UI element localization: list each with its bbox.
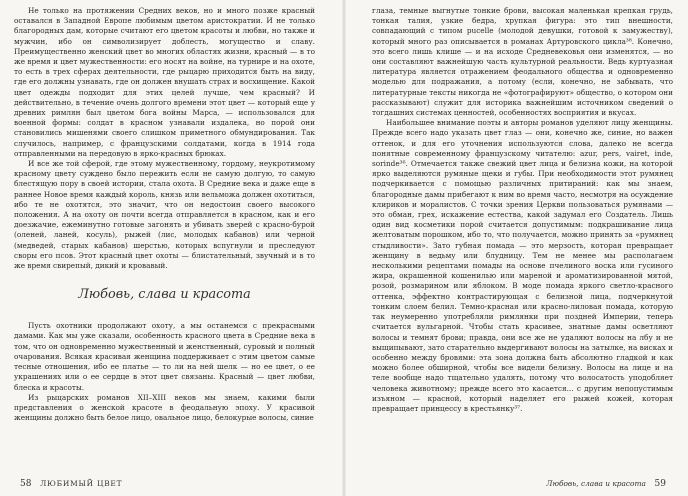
- section-heading: Любовь, слава и красота: [78, 287, 251, 303]
- right-page: [372, 6, 673, 414]
- right-page-number: 59: [654, 479, 666, 489]
- left-paragraph-1: Не только на протяжении Средних веков, но и много позже красный оставался в Западной Европе любимым цветом аристократии. И не только благородных дам, которые считают его цветом красоты и любви, но также и мужчин, ибо он символизирует доблесть, могущество и славу. Преимущественно женский цвет во многих областях жизни, красный — в то же время и цвет мужественности: его носят на войне, на турнире и на охоте, то есть в трех сферах деятельности, где рыцарю приходится быть на виду, где его должны узнавать, где он должен внушать страх и восхищение. Какой цвет одежды подходит для этих целей лучше, чем красный? И действительно, в течение очень долгого времени этот цвет — который еще у древних римлян был цветом бога войны Марса, — использовался для военной формы: солдат в красном узнавали издалека, но порой они становились мишенями своего слишком приметного обмундирования. Так случилось, например, с французскими солдатами, когда в 1914 года отправленными на передовую в ярко-красных брюках.: [14, 6, 315, 158]
- book-gutter: [342, 0, 346, 496]
- right-paragraph-2: Наибольшее внимание поэты и авторы романов уделяют лицу женщины. Прежде всего надо указать цвет глаз — они, конечно же, синие, но важен оттенок, и для его уточнения используются слова, далеко не всегда понятные современному французскому читателю: azur, pers, vairet, inde, sorinde³⁶. Отмечается также свежий цвет лица и белизна кожи, на которой ярко выделяются румяные щеки и губы. При необходимости этот румянец подчеркивается с помощью различных притираний: как мы знаем, благородные дамы прибегают к ним во время часто, несмотря на осуждение клириков и моралистов. С точки зрения Церкви пользоваться румянами — это обман, грех, искажение естества, какой задумал его Создатель. Лишь один вид косметики порой считается допустимым: подкрашивание лица желтоватым порошком, ибо то, что получается, можно принять за «румянец стыдливости». Зато губная помада — это мерзость, которая превращает женщину в ведьму или блудницу. Тем не менее мы располагаем несколькими рецептами помады на основе пчелиного воска или гусиного жира, окрашенной кошенилью или мареной и ароматизированной мятой, розой, розмарином или яблоком. В моде помада яркого светло-красного оттенка, эффектно контрастирующая с белизной лица, подчеркнутой тонким слоем белил. Темно-красная или красно-лиловая помада, которую так неумеренно употребляли римлянки при поздней Империи, теперь считается вульгарной. Чтобы стать красивее, знатные дамы осветляют волосы и темнят брови; правда, они все же не удаляют волосы на лбу и не выщипывают, зато старательно выдергивают волосы на затылке, на висках и особенно между бровями: эта зона должна быть абсолютно гладкой и как можно более обширной, чтобы все видели белизну. Волосы на лице и на теле вообще надо тщательно удалять, потому что волосатость уподобляет человека животному; прежде всего это касается... с другим непопустимым изъяном — красной, который наделяет его рыжей кожей, которая превращает принцессу в крестьянку³⁷.: [372, 118, 673, 413]
- right-running-title: Любовь, слава и красота: [546, 479, 646, 488]
- left-running-title: ЛЮБИМЫЙ ЦВЕТ: [40, 479, 123, 488]
- left-page: [14, 6, 315, 423]
- left-page-number: 58: [20, 479, 32, 489]
- right-page-footer: [546, 477, 672, 490]
- right-paragraph-1: глаза, темные выгнутые тонкие брови, высокая маленькая крепкая грудь, тонкая талия, узкие бедра, хрупкая фигура: это тип внешности, совпадающий с типом pucelle (молодой девушки, готовой к замужеству), который много раз описывается в романах Артуровского цикла³⁸. Конечно, это всего лишь клише — и на исходе Средневековья они изменятся, — но они составляют важнейшую часть культурной реальности. Ведь куртуазная литература является отражением феодального общества и одновременно моделью для подражания, а потому (если, конечно, не забывать, что литературные тексты никогда не «фотографируют» общество, о котором они рассказывают) служит для историка важнейшим источником сведений о тогдашних системах ценностей, особенностях восприятия и вкусах.: [372, 6, 673, 118]
- left-paragraph-2: И все же той сферой, где этому мужественному, гордому, неукротимому красному цвету суждено было пережить если не самую долгую, то самую блестящую пору в своей истории, стала охота. В Средние века и даже еще в раннее Новое время каждый король, князь или вельможа должен охотиться, ибо те не охотятся, это значит, что он недостоин своего высокого положения. А на охоту он почти всегда отправляется в красном, как и его доезжачие, ежеминутно готовые загонять и убивать зверей с красно-бурой (оленей, ланей, косуль), рыжей (лис, молодых кабанов) или черной (медведей, старых кабанов) шерстью, которых вспугнули и преследуют своры его псов. Этот красный цвет охоты — блистательный, звучный и в то же время свирепый, дикий и кровавый.: [14, 159, 315, 271]
- left-paragraph-3: Пусть охотники продолжают охоту, а мы останемся с прекрасными дамами. Как мы уже сказали, особенность красного цвета в Средние века в том, что он одновременно мужественный и женственный, суровый и полный очарования. Всякая красивая женщина поддерживает с этим цветом самые тесные отношения, ибо ее платье — то ли на ней шелк — но ее цвет, о ее украшениях или о ее сердце в этот цвет связаны. Красный — цвет любви, блеска и красоты.: [14, 321, 315, 392]
- left-page-footer: [14, 477, 122, 490]
- left-paragraph-4: Из рыцарских романов XII–XIII веков мы знаем, какими были представления о женской красоте в феодальную эпоху. У красивой женщины должно быть белое лицо, овальное лицо, белокурые волосы, синие: [14, 392, 315, 423]
